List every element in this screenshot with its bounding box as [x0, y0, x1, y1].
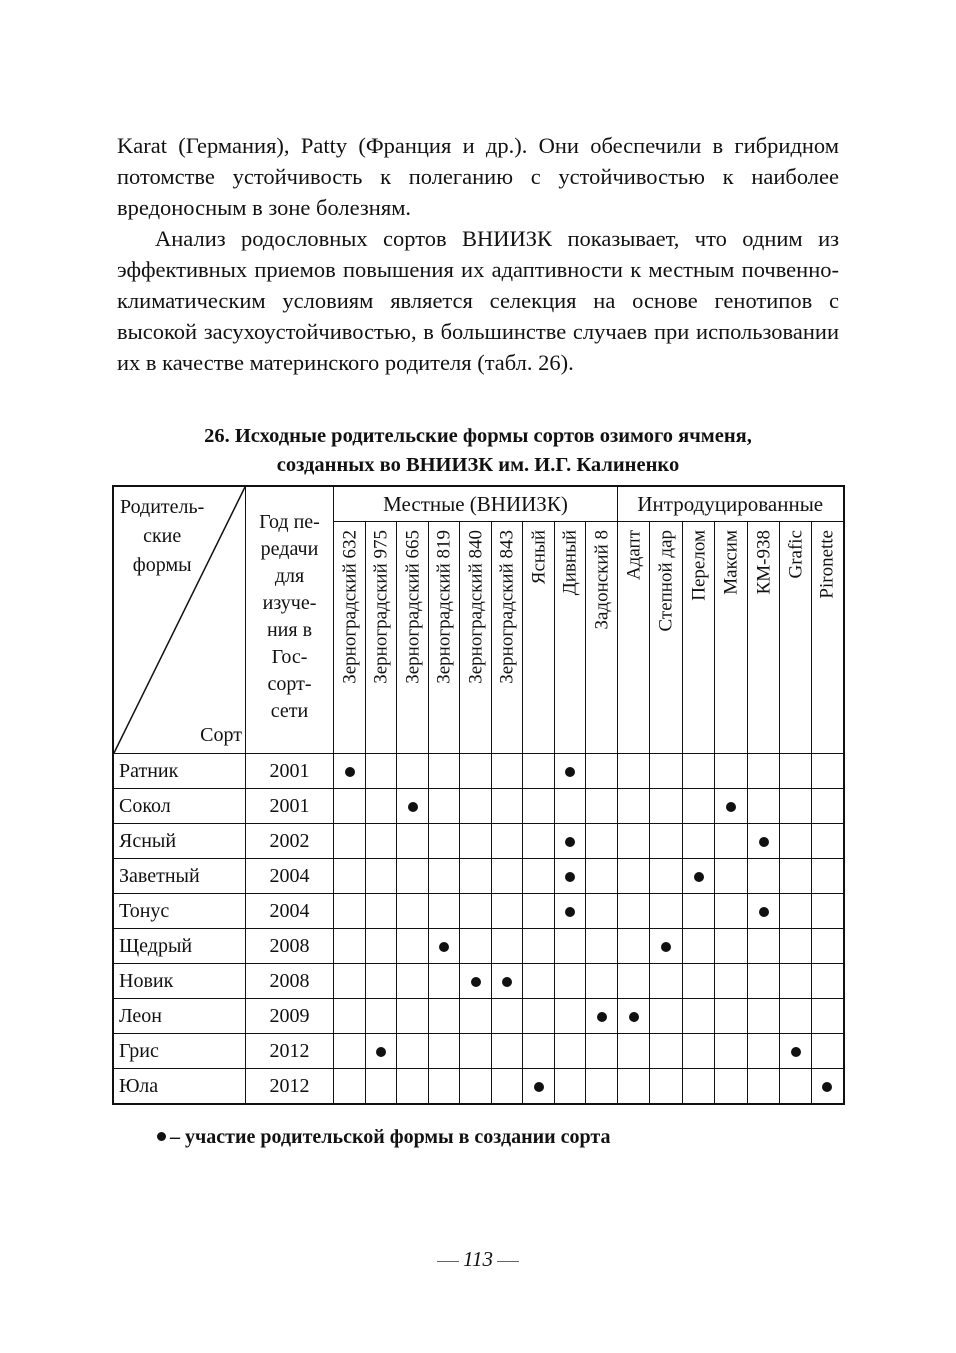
participation-dot-icon	[439, 942, 449, 952]
parent-mark-cell	[780, 859, 812, 894]
parent-mark-cell	[555, 859, 586, 894]
parent-mark-cell	[650, 754, 683, 789]
parent-mark-cell	[780, 789, 812, 824]
parent-mark-cell	[618, 1034, 650, 1069]
parent-mark-cell	[460, 929, 492, 964]
parent-mark-cell	[523, 859, 555, 894]
parent-mark-cell	[366, 964, 397, 999]
column-header-label: Задонский 8	[591, 530, 612, 630]
parent-mark-cell	[586, 754, 618, 789]
column-header	[460, 522, 492, 754]
year-cell: 2002	[246, 824, 334, 859]
parent-mark-cell	[715, 824, 748, 859]
table-caption	[117, 422, 839, 480]
parent-mark-cell	[460, 789, 492, 824]
parent-mark-cell	[586, 1034, 618, 1069]
year-header-line: изуче-	[262, 592, 317, 614]
table-row	[113, 754, 844, 789]
year-cell: 2004	[246, 859, 334, 894]
parent-mark-cell	[555, 824, 586, 859]
parent-mark-cell	[492, 789, 523, 824]
column-header	[650, 522, 683, 754]
table-legend	[157, 1126, 610, 1149]
parent-mark-cell	[812, 1034, 844, 1069]
parent-mark-cell	[523, 999, 555, 1034]
parent-mark-cell	[492, 964, 523, 999]
participation-dot-icon	[661, 942, 671, 952]
parent-mark-cell	[780, 1069, 812, 1105]
column-header-label: Зерноградский 975	[370, 530, 392, 684]
parent-mark-cell	[683, 1069, 715, 1105]
parent-mark-cell	[748, 964, 780, 999]
parent-mark-cell	[683, 1034, 715, 1069]
page-number: 113	[463, 1247, 493, 1271]
parent-mark-cell	[366, 754, 397, 789]
variety-name-cell: Юла	[113, 1069, 246, 1105]
column-header-label: Зерноградский 665	[402, 530, 423, 684]
column-header	[366, 522, 397, 754]
parent-mark-cell	[429, 894, 460, 929]
variety-name-cell: Щедрый	[113, 929, 246, 964]
participation-dot-icon	[759, 907, 769, 917]
participation-dot-icon	[597, 1012, 607, 1022]
parent-mark-cell	[618, 824, 650, 859]
parent-mark-cell	[429, 754, 460, 789]
parent-mark-cell	[780, 824, 812, 859]
table-caption-line-1: 26. Исходные родительские формы сортов озимого ячменя,	[204, 425, 752, 447]
parent-mark-cell	[397, 1034, 429, 1069]
column-header-label: Ясный	[528, 530, 549, 585]
parent-mark-cell	[523, 1069, 555, 1105]
parent-mark-cell	[812, 1069, 844, 1105]
parent-mark-cell	[618, 859, 650, 894]
parent-mark-cell	[812, 859, 844, 894]
year-cell: 2008	[246, 929, 334, 964]
parent-mark-cell	[650, 929, 683, 964]
parent-mark-cell	[366, 999, 397, 1034]
parent-mark-cell	[812, 789, 844, 824]
parent-mark-cell	[334, 754, 366, 789]
parent-mark-cell	[618, 894, 650, 929]
parent-mark-cell	[523, 824, 555, 859]
participation-dot-icon	[376, 1047, 386, 1057]
table-row	[113, 964, 844, 999]
column-header	[618, 522, 650, 754]
column-header-label: Зерноградский 840	[465, 530, 486, 684]
parent-mark-cell	[715, 929, 748, 964]
parent-mark-cell	[429, 929, 460, 964]
parent-mark-cell	[683, 999, 715, 1034]
parent-mark-cell	[460, 999, 492, 1034]
corner-top-line: формы	[132, 554, 192, 576]
parent-mark-cell	[366, 789, 397, 824]
parent-mark-cell	[492, 1069, 523, 1105]
year-header-line: Год пе-	[259, 511, 320, 533]
parent-mark-cell	[523, 964, 555, 999]
parent-mark-cell	[429, 1069, 460, 1105]
participation-dot-icon	[408, 802, 418, 812]
participation-dot-icon	[791, 1047, 801, 1057]
parent-mark-cell	[460, 1069, 492, 1105]
parent-mark-cell	[650, 789, 683, 824]
parent-mark-cell	[812, 929, 844, 964]
page-number-dash-left	[437, 1261, 459, 1262]
parent-mark-cell	[683, 964, 715, 999]
variety-name-cell: Грис	[113, 1034, 246, 1069]
parent-mark-cell	[555, 789, 586, 824]
column-header	[683, 522, 715, 754]
column-header	[334, 522, 366, 754]
parent-mark-cell	[492, 824, 523, 859]
table-row	[113, 824, 844, 859]
corner-top-label	[120, 493, 204, 580]
parent-mark-cell	[429, 964, 460, 999]
variety-name-cell: Ясный	[113, 824, 246, 859]
column-header	[748, 522, 780, 754]
parent-mark-cell	[780, 964, 812, 999]
participation-dot-icon	[534, 1082, 544, 1092]
parent-mark-cell	[397, 929, 429, 964]
year-header-cell	[246, 486, 334, 754]
parent-mark-cell	[650, 894, 683, 929]
table-caption-line-2: созданных во ВНИИЗК им. И.Г. Калиненко	[276, 454, 680, 476]
participation-dot-icon	[565, 767, 575, 777]
participation-dot-icon	[565, 837, 575, 847]
table-row	[113, 929, 844, 964]
variety-name-cell: Новик	[113, 964, 246, 999]
parent-mark-cell	[650, 999, 683, 1034]
parent-mark-cell	[586, 964, 618, 999]
column-header	[812, 522, 844, 754]
parent-mark-cell	[586, 929, 618, 964]
year-header-label	[247, 509, 333, 725]
year-header-line: сорт-	[267, 673, 312, 695]
parent-mark-cell	[683, 824, 715, 859]
parent-mark-cell	[429, 859, 460, 894]
column-header	[555, 522, 586, 754]
column-header	[492, 522, 523, 754]
parent-mark-cell	[555, 1069, 586, 1105]
participation-dot-icon	[822, 1082, 832, 1092]
parent-mark-cell	[586, 1069, 618, 1105]
parent-mark-cell	[429, 999, 460, 1034]
column-header	[523, 522, 555, 754]
page-number-dash-right	[497, 1261, 519, 1262]
parent-mark-cell	[334, 999, 366, 1034]
parent-mark-cell	[748, 824, 780, 859]
parent-mark-cell	[683, 789, 715, 824]
parent-mark-cell	[715, 859, 748, 894]
parent-mark-cell	[618, 999, 650, 1034]
year-header-line: редачи	[260, 538, 319, 560]
parent-mark-cell	[812, 824, 844, 859]
variety-name-cell: Ратник	[113, 754, 246, 789]
parent-mark-cell	[618, 929, 650, 964]
parent-mark-cell	[812, 999, 844, 1034]
year-cell: 2012	[246, 1069, 334, 1105]
year-cell: 2001	[246, 754, 334, 789]
column-header	[780, 522, 812, 754]
parent-mark-cell	[492, 929, 523, 964]
parent-mark-cell	[748, 754, 780, 789]
parent-mark-cell	[366, 824, 397, 859]
parent-mark-cell	[492, 859, 523, 894]
parent-mark-cell	[523, 789, 555, 824]
participation-dot-icon	[345, 767, 355, 777]
parent-mark-cell	[334, 894, 366, 929]
parent-mark-cell	[429, 824, 460, 859]
participation-dot-icon	[726, 802, 736, 812]
variety-name-cell: Леон	[113, 999, 246, 1034]
parent-mark-cell	[460, 824, 492, 859]
participation-dot-icon	[759, 837, 769, 847]
parent-mark-cell	[429, 789, 460, 824]
parent-mark-cell	[555, 999, 586, 1034]
parent-mark-cell	[748, 789, 780, 824]
parental-forms-table	[112, 485, 845, 1105]
parent-mark-cell	[715, 999, 748, 1034]
parent-mark-cell	[523, 1034, 555, 1069]
column-header-label: Зерноградский 819	[433, 530, 455, 684]
parent-mark-cell	[650, 1034, 683, 1069]
year-header-line: ния в	[266, 619, 313, 641]
column-header-label: Максим	[720, 530, 742, 595]
parent-mark-cell	[715, 754, 748, 789]
parent-mark-cell	[460, 964, 492, 999]
parent-mark-cell	[523, 929, 555, 964]
parent-mark-cell	[780, 929, 812, 964]
variety-name-cell: Тонус	[113, 894, 246, 929]
parent-mark-cell	[492, 754, 523, 789]
column-header	[586, 522, 618, 754]
parent-mark-cell	[397, 999, 429, 1034]
body-paragraph-2: Анализ родословных сортов ВНИИЗК показывает, что одним из эффективных приемов повышения их адаптивности к местным почвенно-климатическим условиям является селекция на основе генотипов с высокой засухоустойчивостью, в большинстве случаев при использовании их в качестве материнского родителя (табл. 26).	[117, 226, 839, 375]
parent-mark-cell	[523, 754, 555, 789]
column-header-label: Grafic	[785, 530, 806, 579]
parent-mark-cell	[586, 824, 618, 859]
parent-mark-cell	[650, 1069, 683, 1105]
parent-mark-cell	[812, 754, 844, 789]
parent-mark-cell	[586, 999, 618, 1034]
parent-mark-cell	[618, 1069, 650, 1105]
parent-mark-cell	[748, 1069, 780, 1105]
parent-mark-cell	[812, 894, 844, 929]
parent-mark-cell	[366, 859, 397, 894]
participation-dot-icon	[694, 872, 704, 882]
parent-mark-cell	[366, 1069, 397, 1105]
page-number-footer	[0, 1247, 956, 1272]
parent-mark-cell	[748, 859, 780, 894]
group-header-introduced: Интродуцированные	[618, 486, 844, 522]
parent-mark-cell	[492, 894, 523, 929]
column-header-label: Дивный	[559, 530, 581, 596]
table-row	[113, 894, 844, 929]
parent-mark-cell	[334, 789, 366, 824]
parent-mark-cell	[555, 929, 586, 964]
parent-mark-cell	[523, 894, 555, 929]
year-cell: 2008	[246, 964, 334, 999]
column-header	[429, 522, 460, 754]
corner-top-line: Родитель-	[120, 496, 205, 518]
parent-mark-cell	[492, 999, 523, 1034]
parent-mark-cell	[555, 754, 586, 789]
parent-mark-cell	[748, 1034, 780, 1069]
parent-mark-cell	[397, 859, 429, 894]
parent-mark-cell	[397, 754, 429, 789]
year-header-line: для	[274, 565, 305, 587]
parent-mark-cell	[492, 1034, 523, 1069]
table-row	[113, 789, 844, 824]
participation-dot-icon	[565, 907, 575, 917]
parent-mark-cell	[715, 1034, 748, 1069]
parent-mark-cell	[715, 964, 748, 999]
parent-mark-cell	[586, 859, 618, 894]
column-header-label: КМ-938	[753, 530, 774, 595]
column-header-label: Перелом	[688, 530, 709, 601]
parent-mark-cell	[715, 789, 748, 824]
corner-bottom-label: Сорт	[200, 724, 242, 746]
parent-mark-cell	[366, 929, 397, 964]
parent-mark-cell	[334, 824, 366, 859]
parent-mark-cell	[748, 999, 780, 1034]
participation-dot-icon	[471, 977, 481, 987]
column-header	[397, 522, 429, 754]
parent-mark-cell	[812, 964, 844, 999]
parent-mark-cell	[334, 964, 366, 999]
parent-mark-cell	[460, 754, 492, 789]
variety-name-cell: Заветный	[113, 859, 246, 894]
column-header-label: Степной дар	[655, 530, 677, 632]
bullet-dot-icon	[157, 1132, 166, 1141]
participation-dot-icon	[502, 977, 512, 987]
parent-mark-cell	[397, 824, 429, 859]
parent-mark-cell	[366, 894, 397, 929]
parent-mark-cell	[748, 929, 780, 964]
year-cell: 2001	[246, 789, 334, 824]
parent-mark-cell	[650, 964, 683, 999]
parent-mark-cell	[748, 894, 780, 929]
parent-mark-cell	[460, 894, 492, 929]
table-row	[113, 1069, 844, 1105]
parent-mark-cell	[780, 894, 812, 929]
parent-mark-cell	[715, 1069, 748, 1105]
parent-mark-cell	[683, 859, 715, 894]
column-header-label: Pironette	[816, 530, 838, 599]
parent-mark-cell	[555, 894, 586, 929]
parent-mark-cell	[460, 859, 492, 894]
parent-mark-cell	[650, 859, 683, 894]
column-header	[715, 522, 748, 754]
year-header-line: Гос-	[271, 646, 308, 668]
legend-text: – участие родительской формы в создании сорта	[170, 1126, 611, 1148]
year-cell: 2009	[246, 999, 334, 1034]
parent-mark-cell	[780, 999, 812, 1034]
parent-mark-cell	[715, 894, 748, 929]
year-header-line: сети	[270, 700, 309, 722]
parent-mark-cell	[618, 754, 650, 789]
participation-dot-icon	[629, 1012, 639, 1022]
parent-mark-cell	[334, 1034, 366, 1069]
participation-dot-icon	[565, 872, 575, 882]
variety-name-cell: Сокол	[113, 789, 246, 824]
column-header-label: Адапт	[623, 530, 644, 581]
parent-mark-cell	[586, 894, 618, 929]
parent-mark-cell	[650, 824, 683, 859]
parent-mark-cell	[334, 929, 366, 964]
parent-mark-cell	[397, 1069, 429, 1105]
parent-mark-cell	[397, 789, 429, 824]
parent-mark-cell	[683, 929, 715, 964]
table-body	[113, 754, 844, 1105]
parent-mark-cell	[334, 859, 366, 894]
parent-mark-cell	[397, 894, 429, 929]
corner-header-cell	[113, 486, 246, 754]
parent-mark-cell	[780, 1034, 812, 1069]
parent-mark-cell	[683, 754, 715, 789]
body-paragraph-1: Karat (Германия), Patty (Франция и др.). Они обеспечили в гибридном потомстве устойчивость к полеганию с устойчивостью к наиболее вредоносным в зоне болезням.	[117, 133, 839, 220]
parent-mark-cell	[397, 964, 429, 999]
year-cell: 2004	[246, 894, 334, 929]
column-header-label: Зерноградский 632	[339, 530, 360, 684]
corner-top-line: ские	[143, 525, 182, 547]
parent-mark-cell	[555, 1034, 586, 1069]
table-row	[113, 859, 844, 894]
group-header-local: Местные (ВНИИЗК)	[334, 486, 618, 522]
parent-mark-cell	[780, 754, 812, 789]
parent-mark-cell	[366, 1034, 397, 1069]
parent-mark-cell	[460, 1034, 492, 1069]
parent-mark-cell	[618, 789, 650, 824]
parent-mark-cell	[555, 964, 586, 999]
table-row	[113, 1034, 844, 1069]
table-row	[113, 999, 844, 1034]
year-cell: 2012	[246, 1034, 334, 1069]
parent-mark-cell	[429, 1034, 460, 1069]
column-header-label: Зерноградский 843	[496, 530, 518, 684]
parent-mark-cell	[586, 789, 618, 824]
parent-mark-cell	[618, 964, 650, 999]
parent-mark-cell	[683, 894, 715, 929]
parent-mark-cell	[334, 1069, 366, 1105]
